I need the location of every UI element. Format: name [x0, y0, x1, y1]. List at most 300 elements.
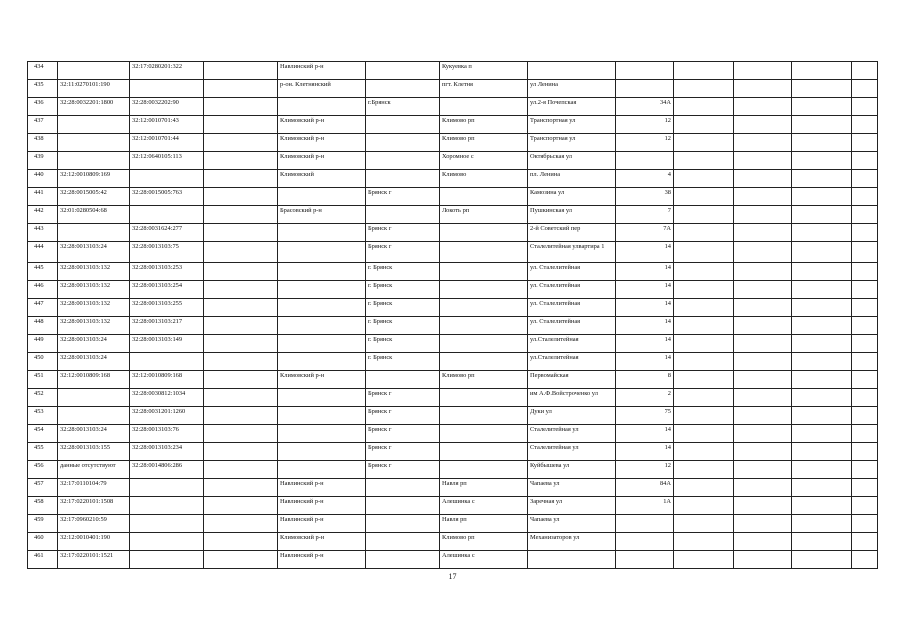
- table-row: [28, 299, 878, 317]
- table-cell: 32:28:0013103:132: [58, 263, 130, 281]
- table-cell: 12: [616, 116, 674, 134]
- table-cell: [278, 335, 366, 353]
- table-cell: 2: [616, 389, 674, 407]
- table-cell: 32:17:0110104:79: [58, 479, 130, 497]
- table-row: [28, 170, 878, 188]
- table-cell: [734, 188, 792, 206]
- table-cell: [278, 353, 366, 371]
- table-cell: Локоть рп: [440, 206, 528, 224]
- table-row: [28, 353, 878, 371]
- table-cell: [792, 116, 852, 134]
- table-cell: Климовский р-н: [278, 152, 366, 170]
- table-cell: [792, 425, 852, 443]
- table-cell: [734, 371, 792, 389]
- table-cell: [278, 263, 366, 281]
- table-cell: [852, 515, 878, 533]
- table-cell: [130, 497, 204, 515]
- table-cell: 32:28:0013103:132: [58, 281, 130, 299]
- table-cell: 32:28:0013103:76: [130, 425, 204, 443]
- table-cell: [852, 134, 878, 152]
- table-cell: Климовский р-н: [278, 134, 366, 152]
- table-cell: 38: [616, 188, 674, 206]
- table-cell: [440, 299, 528, 317]
- table-cell: [852, 479, 878, 497]
- table-cell: 446: [28, 281, 58, 299]
- table-cell: 75: [616, 407, 674, 425]
- table-cell: [616, 515, 674, 533]
- table-cell: 455: [28, 443, 58, 461]
- table-cell: 458: [28, 497, 58, 515]
- table-cell: [204, 353, 278, 371]
- table-cell: Климовский р-н: [278, 371, 366, 389]
- table-cell: [734, 281, 792, 299]
- table-cell: 437: [28, 116, 58, 134]
- table-cell: [674, 353, 734, 371]
- table-cell: [852, 551, 878, 569]
- table-cell: 32:12:0010809:169: [58, 170, 130, 188]
- table-cell: Брянск г: [366, 461, 440, 479]
- table-row: [28, 152, 878, 170]
- table-cell: 459: [28, 515, 58, 533]
- table-row: [28, 116, 878, 134]
- table-cell: 32:28:0014806:286: [130, 461, 204, 479]
- table-cell: [734, 443, 792, 461]
- table-cell: 461: [28, 551, 58, 569]
- table-cell: [792, 281, 852, 299]
- table-cell: пл. Ленина: [528, 170, 616, 188]
- table-cell: Сталелитейная улвартира 1: [528, 242, 616, 263]
- table-cell: [674, 389, 734, 407]
- table-cell: 439: [28, 152, 58, 170]
- table-cell: [674, 170, 734, 188]
- table-cell: [204, 116, 278, 134]
- table-cell: 442: [28, 206, 58, 224]
- table-cell: [440, 425, 528, 443]
- registry-table: [27, 61, 878, 569]
- table-cell: 436: [28, 98, 58, 116]
- table-cell: [674, 497, 734, 515]
- table-cell: 438: [28, 134, 58, 152]
- table-cell: 32:28:0032201:1800: [58, 98, 130, 116]
- table-cell: [440, 389, 528, 407]
- table-cell: 14: [616, 317, 674, 335]
- table-cell: Алешинка с: [440, 497, 528, 515]
- table-cell: 32:12:0010701:44: [130, 134, 204, 152]
- table-cell: ул. Сталелитейная: [528, 299, 616, 317]
- table-cell: [440, 461, 528, 479]
- table-cell: [130, 206, 204, 224]
- table-cell: [852, 443, 878, 461]
- table-cell: [278, 425, 366, 443]
- table-cell: [528, 62, 616, 80]
- table-cell: [616, 551, 674, 569]
- table-cell: [792, 224, 852, 242]
- table-cell: [792, 515, 852, 533]
- table-cell: [278, 224, 366, 242]
- table-cell: им А.Ф.Войстроченко ул: [528, 389, 616, 407]
- table-cell: Дуки ул: [528, 407, 616, 425]
- table-cell: 441: [28, 188, 58, 206]
- table-cell: [674, 80, 734, 98]
- table-cell: Транспортная ул: [528, 116, 616, 134]
- table-cell: [366, 479, 440, 497]
- table-cell: [366, 371, 440, 389]
- table-row: [28, 371, 878, 389]
- table-cell: 2-й Советский пер: [528, 224, 616, 242]
- table-cell: [204, 134, 278, 152]
- table-cell: [674, 371, 734, 389]
- table-cell: Сталелитейная ул: [528, 443, 616, 461]
- table-cell: [204, 425, 278, 443]
- table-cell: 32:28:0013103:255: [130, 299, 204, 317]
- page-number: 17: [448, 572, 457, 581]
- table-cell: 32:12:0010809:168: [130, 371, 204, 389]
- table-cell: [366, 152, 440, 170]
- table-cell: [440, 242, 528, 263]
- table-cell: [440, 188, 528, 206]
- table-cell: [278, 461, 366, 479]
- table-cell: [674, 152, 734, 170]
- table-cell: [674, 425, 734, 443]
- table-cell: [440, 224, 528, 242]
- table-cell: 12: [616, 461, 674, 479]
- table-cell: Брянск г: [366, 425, 440, 443]
- table-row: [28, 551, 878, 569]
- table-cell: 451: [28, 371, 58, 389]
- table-cell: [792, 98, 852, 116]
- table-cell: Чапаева ул: [528, 479, 616, 497]
- table-cell: Октябрьская ул: [528, 152, 616, 170]
- table-cell: 14: [616, 299, 674, 317]
- table-cell: 32:28:0015005:42: [58, 188, 130, 206]
- table-cell: 32:28:0013103:155: [58, 443, 130, 461]
- table-cell: [734, 299, 792, 317]
- table-cell: 32:28:0013103:132: [58, 299, 130, 317]
- table-cell: [674, 116, 734, 134]
- table-cell: Навлинский р-н: [278, 62, 366, 80]
- table-cell: [366, 116, 440, 134]
- table-cell: [792, 263, 852, 281]
- table-cell: ул. Сталелитейная: [528, 281, 616, 299]
- table-cell: [130, 479, 204, 497]
- table-cell: 460: [28, 533, 58, 551]
- table-cell: [278, 242, 366, 263]
- table-cell: 32:28:0013103:254: [130, 281, 204, 299]
- table-cell: [440, 335, 528, 353]
- table-cell: [674, 335, 734, 353]
- table-cell: Навлинский р-н: [278, 515, 366, 533]
- table-cell: [792, 407, 852, 425]
- table-cell: [674, 206, 734, 224]
- table-cell: [734, 224, 792, 242]
- table-cell: [852, 425, 878, 443]
- table-cell: 452: [28, 389, 58, 407]
- table-cell: 14: [616, 281, 674, 299]
- table-cell: Климово рп: [440, 116, 528, 134]
- table-cell: [792, 533, 852, 551]
- table-cell: [674, 62, 734, 80]
- table-cell: Пушкинская ул: [528, 206, 616, 224]
- table-row: [28, 242, 878, 263]
- table-cell: [734, 98, 792, 116]
- table-cell: [278, 281, 366, 299]
- table-cell: [204, 281, 278, 299]
- table-cell: Первомайская: [528, 371, 616, 389]
- table-row: [28, 407, 878, 425]
- table-cell: 8: [616, 371, 674, 389]
- table-cell: [204, 389, 278, 407]
- table-cell: [674, 533, 734, 551]
- table-row: [28, 389, 878, 407]
- table-cell: Брянск г: [366, 389, 440, 407]
- table-cell: 457: [28, 479, 58, 497]
- table-cell: 7А: [616, 224, 674, 242]
- table-cell: [852, 497, 878, 515]
- table-cell: Кукуевка п: [440, 62, 528, 80]
- table-cell: [734, 389, 792, 407]
- table-cell: [792, 371, 852, 389]
- table-cell: Навлинский р-н: [278, 551, 366, 569]
- table-cell: [852, 461, 878, 479]
- table-cell: [278, 317, 366, 335]
- table-cell: 32:28:0013103:24: [58, 353, 130, 371]
- table-cell: Климовский: [278, 170, 366, 188]
- table-cell: [674, 479, 734, 497]
- table-cell: 84А: [616, 479, 674, 497]
- table-cell: [204, 371, 278, 389]
- table-cell: 456: [28, 461, 58, 479]
- table-cell: Хоромное с: [440, 152, 528, 170]
- table-cell: [852, 317, 878, 335]
- table-cell: [204, 317, 278, 335]
- table-cell: [58, 389, 130, 407]
- table-cell: 444: [28, 242, 58, 263]
- table-cell: [58, 134, 130, 152]
- table-cell: 4: [616, 170, 674, 188]
- table-cell: [734, 497, 792, 515]
- table-row: [28, 224, 878, 242]
- table-cell: Навля рп: [440, 515, 528, 533]
- table-cell: [852, 188, 878, 206]
- table-cell: 453: [28, 407, 58, 425]
- table-row: [28, 98, 878, 116]
- table-cell: [130, 353, 204, 371]
- table-cell: 32:12:0010401:190: [58, 533, 130, 551]
- table-cell: [204, 80, 278, 98]
- table-cell: 443: [28, 224, 58, 242]
- table-cell: [674, 98, 734, 116]
- table-cell: [440, 263, 528, 281]
- table-cell: [130, 170, 204, 188]
- table-cell: [440, 353, 528, 371]
- table-cell: [674, 461, 734, 479]
- table-cell: ул.Сталелитейная: [528, 335, 616, 353]
- table-cell: [130, 80, 204, 98]
- table-cell: [204, 299, 278, 317]
- table-cell: [734, 317, 792, 335]
- table-cell: [674, 551, 734, 569]
- table-cell: 32:28:0013103:24: [58, 425, 130, 443]
- table-cell: 32:28:0013103:24: [58, 335, 130, 353]
- table-cell: г.Брянск: [366, 98, 440, 116]
- table-cell: [204, 224, 278, 242]
- table-cell: [204, 335, 278, 353]
- table-cell: Камозина ул: [528, 188, 616, 206]
- table-cell: [852, 98, 878, 116]
- table-row: [28, 425, 878, 443]
- table-cell: [204, 497, 278, 515]
- table-cell: [734, 407, 792, 425]
- table-cell: [674, 134, 734, 152]
- table-cell: [852, 371, 878, 389]
- table-row: [28, 497, 878, 515]
- table-cell: [734, 461, 792, 479]
- table-cell: [852, 389, 878, 407]
- table-cell: г. Брянск: [366, 353, 440, 371]
- table-cell: г. Брянск: [366, 263, 440, 281]
- table-row: [28, 461, 878, 479]
- table-cell: [792, 299, 852, 317]
- table-cell: Климовский р-н: [278, 533, 366, 551]
- table-cell: [792, 317, 852, 335]
- table-cell: [366, 515, 440, 533]
- table-cell: [366, 170, 440, 188]
- table-cell: 14: [616, 242, 674, 263]
- table-cell: [792, 443, 852, 461]
- table-cell: Навлинский р-н: [278, 497, 366, 515]
- table-cell: [204, 533, 278, 551]
- table-cell: [734, 533, 792, 551]
- table-cell: 32:28:0030812:1034: [130, 389, 204, 407]
- table-cell: 445: [28, 263, 58, 281]
- table-cell: [792, 479, 852, 497]
- table-cell: ул Ленина: [528, 80, 616, 98]
- table-cell: [204, 170, 278, 188]
- table-cell: 14: [616, 425, 674, 443]
- table-cell: 32:28:0031201:1260: [130, 407, 204, 425]
- table-cell: [278, 299, 366, 317]
- table-cell: Климово: [440, 170, 528, 188]
- table-cell: [734, 263, 792, 281]
- table-cell: Брянск г: [366, 224, 440, 242]
- table-cell: 448: [28, 317, 58, 335]
- table-cell: 32:28:0032202:90: [130, 98, 204, 116]
- table-cell: [58, 224, 130, 242]
- table-cell: [278, 407, 366, 425]
- table-cell: [204, 98, 278, 116]
- table-cell: 32:28:0013103:253: [130, 263, 204, 281]
- table-cell: Чапаева ул: [528, 515, 616, 533]
- table-cell: ул. Сталелитейная: [528, 263, 616, 281]
- table-cell: [734, 206, 792, 224]
- table-cell: [278, 188, 366, 206]
- table-cell: [58, 407, 130, 425]
- table-cell: [734, 134, 792, 152]
- table-cell: [792, 461, 852, 479]
- table-cell: [734, 152, 792, 170]
- table-cell: [366, 62, 440, 80]
- table-cell: Брасовский р-н: [278, 206, 366, 224]
- table-cell: [852, 407, 878, 425]
- table-cell: [204, 551, 278, 569]
- table-cell: [674, 407, 734, 425]
- table-cell: [440, 317, 528, 335]
- table-cell: [366, 551, 440, 569]
- table-cell: ул.Сталелитейная: [528, 353, 616, 371]
- table-cell: г. Брянск: [366, 317, 440, 335]
- table-cell: [792, 242, 852, 263]
- table-cell: [440, 281, 528, 299]
- table-cell: [792, 206, 852, 224]
- table-cell: [440, 443, 528, 461]
- table-cell: [366, 134, 440, 152]
- table-cell: 14: [616, 443, 674, 461]
- table-cell: Навля рп: [440, 479, 528, 497]
- table-cell: Климовский р-н: [278, 116, 366, 134]
- table-cell: Климово рп: [440, 134, 528, 152]
- table-cell: [204, 242, 278, 263]
- table-cell: [616, 62, 674, 80]
- table-cell: Заречная ул: [528, 497, 616, 515]
- table-cell: [58, 62, 130, 80]
- table-cell: [616, 80, 674, 98]
- table-cell: 7: [616, 206, 674, 224]
- table-cell: [204, 515, 278, 533]
- table-cell: [852, 533, 878, 551]
- table-cell: Транспортная ул: [528, 134, 616, 152]
- table-cell: [204, 62, 278, 80]
- table-cell: пгт. Клетня: [440, 80, 528, 98]
- table-cell: Брянск г: [366, 188, 440, 206]
- table-cell: 32:28:0013103:234: [130, 443, 204, 461]
- table-cell: ул. Сталелитейная: [528, 317, 616, 335]
- table-row: [28, 479, 878, 497]
- table-cell: [792, 551, 852, 569]
- table-cell: Куйбышева ул: [528, 461, 616, 479]
- table-cell: г. Брянск: [366, 299, 440, 317]
- table-row: [28, 188, 878, 206]
- table-cell: [852, 335, 878, 353]
- table-cell: [366, 497, 440, 515]
- table-cell: 32:12:0010701:43: [130, 116, 204, 134]
- table-cell: [792, 170, 852, 188]
- table-cell: 32:11:0270101:190: [58, 80, 130, 98]
- table-cell: [734, 479, 792, 497]
- table-cell: [204, 443, 278, 461]
- table-cell: [616, 533, 674, 551]
- table-cell: г. Брянск: [366, 281, 440, 299]
- table-cell: 32:28:0013103:149: [130, 335, 204, 353]
- table-cell: [792, 134, 852, 152]
- table-cell: Брянск г: [366, 443, 440, 461]
- table-cell: [792, 389, 852, 407]
- table-cell: [130, 533, 204, 551]
- table-cell: [734, 62, 792, 80]
- table-cell: Брянск г: [366, 242, 440, 263]
- table-cell: [528, 551, 616, 569]
- table-cell: 449: [28, 335, 58, 353]
- table-cell: 32:28:0015005:763: [130, 188, 204, 206]
- table-cell: [278, 443, 366, 461]
- table-cell: [852, 80, 878, 98]
- table-cell: 32:28:0013103:75: [130, 242, 204, 263]
- table-cell: 454: [28, 425, 58, 443]
- table-cell: [734, 242, 792, 263]
- table-row: [28, 533, 878, 551]
- table-row: [28, 80, 878, 98]
- table-cell: [674, 224, 734, 242]
- table-cell: [278, 389, 366, 407]
